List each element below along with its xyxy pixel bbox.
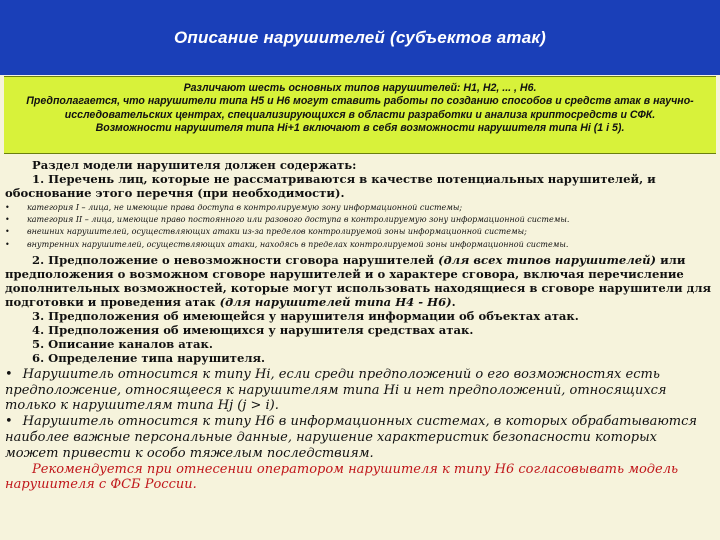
intro-line-capabilities: Возможности нарушителя типа Нi+1 включают в себя возможности нарушителя типа Нi (1 i 5). xyxy=(95,122,625,135)
item-2-text: 2. Предположение о невозможности сговора нарушителей xyxy=(32,252,439,267)
item-2-note: (для всех типов нарушителей) xyxy=(438,252,657,267)
bullet-icon: • xyxy=(5,366,13,382)
item-4: 4. Предположения об имеющихся у нарушителя средствах атак. xyxy=(32,322,474,337)
bullet-icon: • xyxy=(5,227,10,237)
list-item-text: внешних нарушителей, осуществляющих атаки из-за пределов контролируемой зоны информационной системы; xyxy=(27,227,527,237)
item-3: 3. Предположения об имеющейся у нарушителя информации об объектах атак. xyxy=(32,308,579,323)
list-item xyxy=(5,214,713,226)
intro-line-types: Различают шесть основных типов нарушителей: Н1, Н2, ... , Н6. xyxy=(183,82,537,94)
intro-box xyxy=(4,76,716,154)
item-2-text: или предположения о возможном сговоре нарушителей и о характере сговора, включая перечисление дополнительных возможностей, которые могут использовать находящиеся в сговоре нарушители для подготовки и проведения атак xyxy=(5,252,712,309)
h6-rule-paragraph xyxy=(5,414,713,461)
h6-rule-text: Нарушитель относится к типу Н6 в информационных системах, в которых обрабатываются наиболее важные персональные данные, нарушение характеристик безопасности которых может привести к особо тяжелым последствиям. xyxy=(5,414,697,461)
bullet-icon: • xyxy=(5,239,10,249)
item-2-end: . xyxy=(451,294,456,309)
page-title: Описание нарушителей (субъектов атак) xyxy=(173,27,547,47)
item-1: 1. Перечень лиц, которые не рассматриваются в качестве потенциальных нарушителей, и обоснование этого перечня (при необходимости). xyxy=(5,172,656,200)
list-item-text: внутренних нарушителей, осуществляющих атаки, находясь в пределах контролируемой зоны информационной системы. xyxy=(27,239,569,249)
list-item-text: категория I – лица, не имеющие права доступа в контролируемую зону информационной системы; xyxy=(27,203,463,212)
type-rule-paragraph xyxy=(5,367,713,414)
list-item xyxy=(5,202,713,214)
item-6: 6. Определение типа нарушителя. xyxy=(32,350,266,365)
item-2-note: (для нарушителей типа Н4 - Н6) xyxy=(219,294,452,309)
content-area xyxy=(5,158,713,493)
section-intro: Раздел модели нарушителя должен содержать: xyxy=(32,158,357,172)
category-list xyxy=(5,202,713,251)
title-banner xyxy=(0,0,720,75)
item-2 xyxy=(5,253,713,309)
recommendation-text: Рекомендуется при отнесении оператором нарушителя к типу Н6 согласовывать модель нарушителя с ФСБ России. xyxy=(5,461,679,493)
item-5: 5. Описание каналов атак. xyxy=(32,336,213,351)
list-item-text: категория II – лица, имеющие право постоянного или разового доступа в контролируемую зону информационной системы. xyxy=(27,215,570,225)
bullet-icon: • xyxy=(5,203,10,212)
bullet-icon: • xyxy=(5,414,13,430)
bullet-icon: • xyxy=(5,215,10,225)
list-item xyxy=(5,226,713,238)
type-rule-text: Нарушитель относится к типу Нi, если среди предположений о его возможностях есть предположение, относящееся к нарушителям типа Нi и нет предположений, относящихся только к нарушителям типа Нj (j > i). xyxy=(5,366,667,414)
intro-line-assumption: Предполагается, что нарушители типа Н5 и Н6 могут ставить работы по созданию способов и средств атак в научно-исследовательских центрах, специализирующихся в области разработки и анализа криптосредств и СФК. xyxy=(26,95,694,121)
list-item xyxy=(5,239,713,251)
